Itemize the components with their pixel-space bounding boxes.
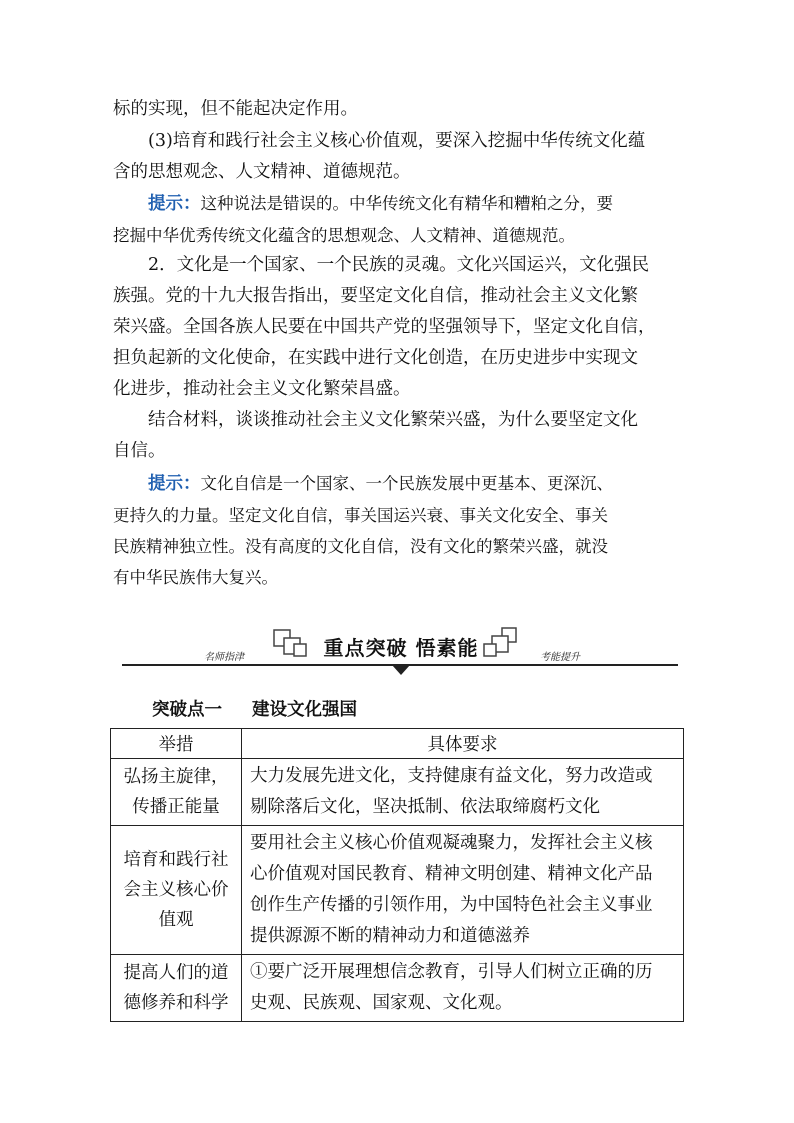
requirement-cell — [242, 826, 684, 955]
cell-line: 会主义核心价 — [123, 880, 229, 900]
text-line: 挖掘中华优秀传统文化蕴含的思想观念、人文精神、道德规范。 — [113, 226, 575, 245]
cell-line: 大力发展先进文化，支持健康有益文化，努力改造或 — [250, 766, 653, 786]
hint-label: 提示： — [148, 474, 201, 494]
cell-line: 弘扬主旋律， — [123, 767, 229, 787]
measure-cell — [111, 955, 242, 1022]
measure-cell — [111, 826, 242, 955]
question-3 — [113, 126, 683, 188]
text-line: 2．文化是一个国家、一个民族的灵魂。文化兴国运兴，文化强民 — [148, 255, 650, 275]
cell-line: ①要广泛开展理想信念教育，引导人们树立正确的历 — [250, 962, 653, 982]
cell-line: 史观、民族观、国家观、文化观。 — [250, 993, 513, 1013]
requirement-cell — [242, 955, 684, 1022]
hint-2 — [113, 468, 683, 593]
hint-label: 提示： — [148, 194, 201, 214]
text-line: 含的思想观念、人文精神、道德规范。 — [113, 162, 411, 182]
text-line: 文化自信是一个国家、一个民族发展中更基本、更深沉、 — [200, 474, 613, 493]
hint-3 — [113, 188, 683, 251]
table-header-row — [111, 729, 684, 759]
text-line: 民族精神独立性。没有高度的文化自信，没有文化的繁荣兴盛，就没 — [113, 537, 608, 556]
text-line: 更持久的力量。坚定文化自信，事关国运兴衰、事关文化安全、事关 — [113, 506, 608, 525]
cell-line: 剔除落后文化，坚决抵制、依法取缔腐朽文化 — [250, 797, 600, 817]
paragraph-continuation — [113, 94, 683, 125]
column-header: 具体要求 — [242, 729, 684, 759]
cell-line: 传播正能量 — [132, 797, 220, 817]
requirements-table — [110, 728, 684, 1022]
banner-title: 重点突破 悟素能 — [323, 636, 479, 660]
text-line: 有中华民族伟大复兴。 — [113, 568, 278, 587]
decorative-squares-icon — [272, 624, 312, 660]
text-line: 自信。 — [113, 441, 166, 461]
section-title: 建设文化强国 — [252, 700, 357, 720]
column-header: 举措 — [111, 729, 242, 759]
table-row — [111, 759, 684, 826]
table-row — [111, 955, 684, 1022]
question-2-prompt — [113, 405, 683, 467]
requirement-cell — [242, 759, 684, 826]
section-banner — [122, 622, 678, 678]
section-label: 突破点一 — [152, 700, 222, 720]
text-line: 这种说法是错误的。中华传统文化有精华和糟粕之分，要 — [200, 194, 613, 213]
question-2-material — [113, 250, 683, 405]
cell-line: 提供源源不断的精神动力和道德滋养 — [250, 926, 530, 946]
cell-line: 心价值观对国民教育、精神文明创建、精神文化产品 — [250, 864, 653, 884]
cell-line: 培育和践行社 — [123, 850, 229, 870]
text-line: 标的实现，但不能起决定作用。 — [113, 99, 358, 119]
section-heading — [152, 696, 357, 721]
cell-line: 值观 — [158, 910, 194, 930]
text-line: 族强。党的十九大报告指出，要坚定文化自信，推动社会主义文化繁 — [113, 286, 638, 306]
cell-line: 创作生产传播的引领作用，为中国特色社会主义事业 — [250, 895, 653, 915]
banner-right-subtitle: 考能提升 — [540, 652, 580, 663]
text-line: 荣兴盛。全国各族人民要在中国共产党的坚强领导下，坚定文化自信， — [113, 317, 656, 337]
table-row — [111, 826, 684, 955]
cell-line: 提高人们的道 — [123, 963, 229, 983]
text-line: 结合材料，谈谈推动社会主义文化繁荣兴盛，为什么要坚定文化 — [148, 410, 638, 430]
measure-cell — [111, 759, 242, 826]
cell-line: 要用社会主义核心价值观凝魂聚力，发挥社会主义核 — [250, 833, 653, 853]
cell-line: 德修养和科学 — [123, 993, 229, 1013]
text-line: (3)培育和践行社会主义核心价值观，要深入挖掘中华传统文化蕴 — [148, 131, 646, 151]
decorative-squares-icon — [482, 624, 522, 660]
triangle-marker-icon — [392, 665, 410, 675]
banner-left-subtitle: 名师指津 — [204, 652, 244, 663]
text-line: 化进步，推动社会主义文化繁荣昌盛。 — [113, 379, 411, 399]
text-line: 担负起新的文化使命，在实践中进行文化创造，在历史进步中实现文 — [113, 348, 638, 368]
